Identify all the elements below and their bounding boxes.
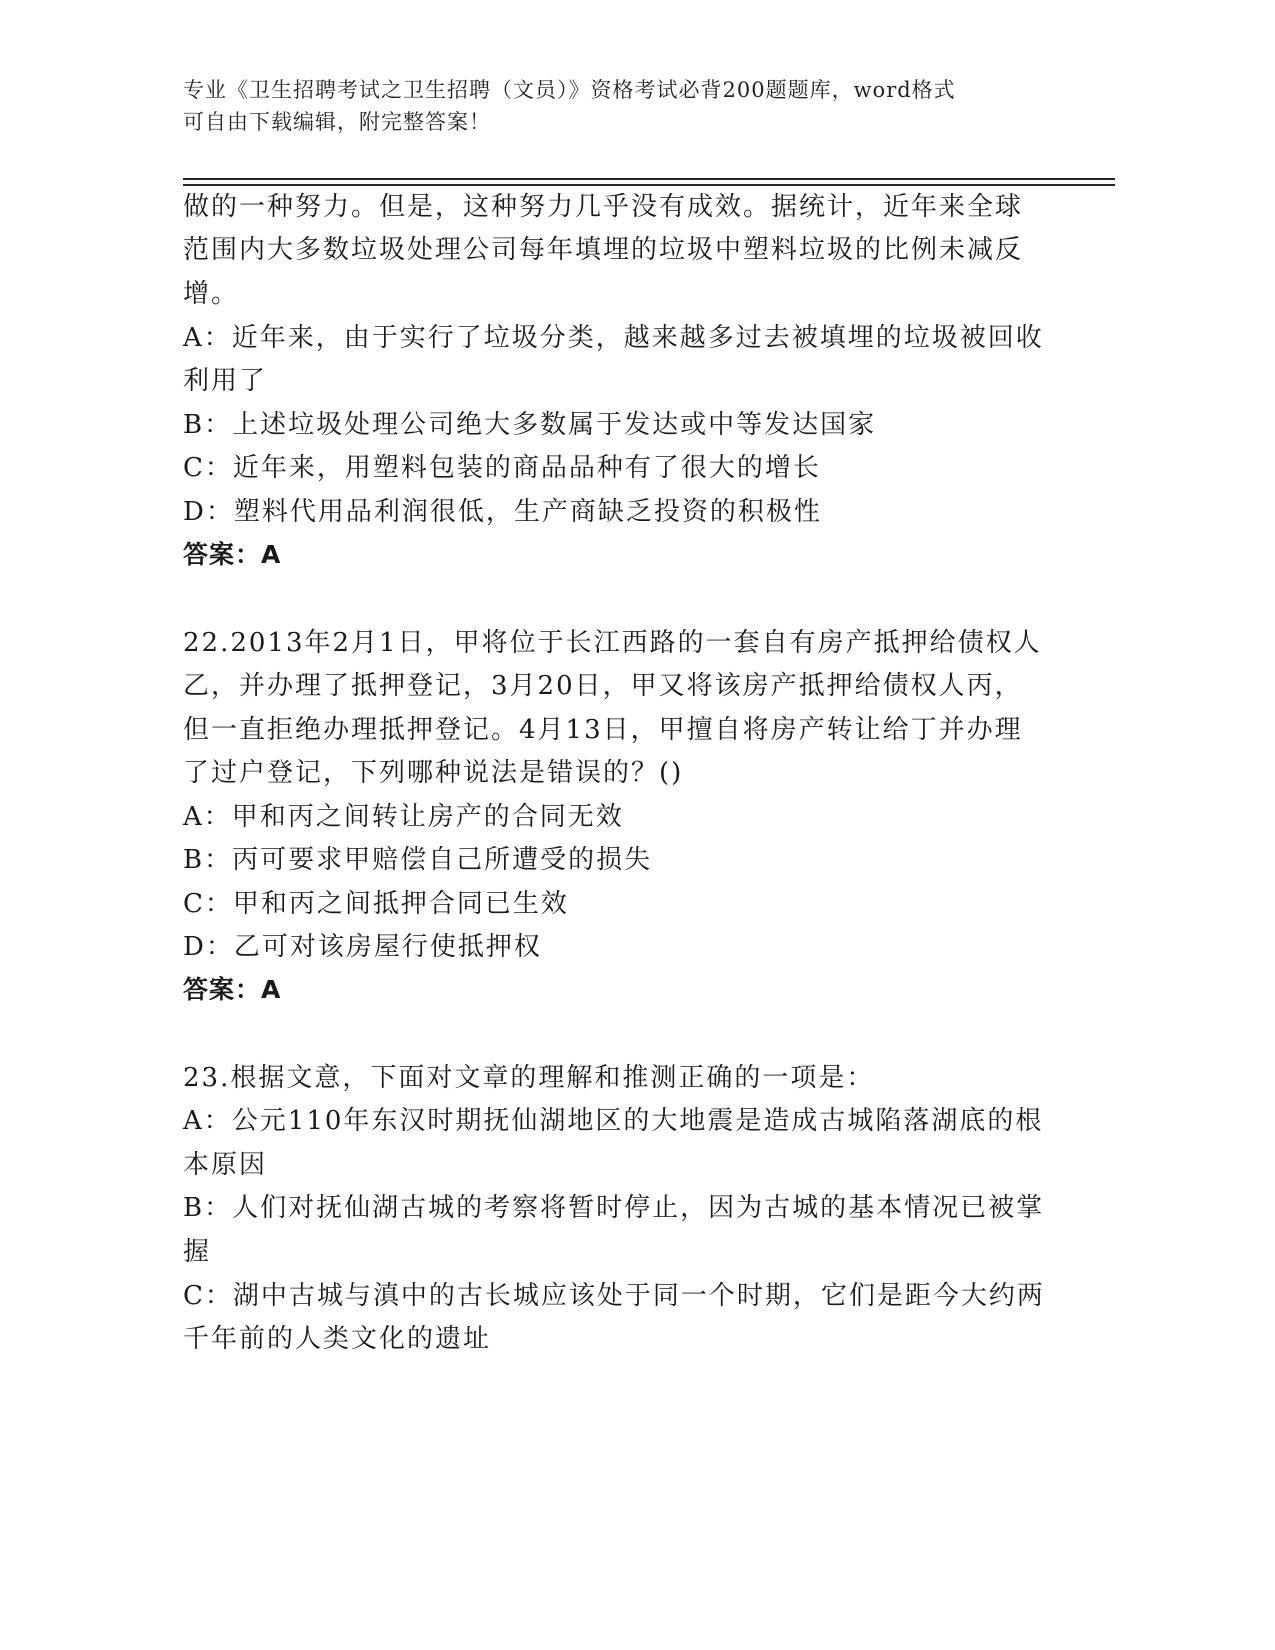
question-22-stem-line-3: 但一直拒绝办理抵押登记。4月13日，甲擅自将房产转让给丁并办理 <box>183 715 1023 745</box>
question-22-option-d: D：乙可对该房屋行使抵押权 <box>183 932 542 962</box>
header-divider-top <box>183 178 1115 180</box>
question-21-stem-line-3: 增。 <box>183 279 240 309</box>
document-header <box>183 74 1083 138</box>
question-21-answer: 答案：A <box>183 540 282 569</box>
question-23-option-b-line-1: B：人们对抚仙湖古城的考察将暂时停止，因为古城的基本情况已被掌 <box>183 1193 1045 1223</box>
question-21-option-d: D：塑料代用品利润很低，生产商缺乏投资的积极性 <box>183 497 822 527</box>
question-21-stem-line-2: 范围内大多数垃圾处理公司每年填埋的垃圾中塑料垃圾的比例未减反 <box>183 235 1024 265</box>
question-22-stem-line-1: 22.2013年2月1日，甲将位于长江西路的一套自有房产抵押给债权人 <box>183 628 1042 658</box>
question-21-stem-line-1: 做的一种努力。但是，这种努力几乎没有成效。据统计，近年来全球 <box>183 192 1024 222</box>
question-23-option-b-line-2: 握 <box>183 1237 212 1267</box>
question-23-option-c-line-1: C：湖中古城与滇中的古长城应该处于同一个时期，它们是距今大约两 <box>183 1281 1045 1311</box>
question-21-option-b: B：上述垃圾处理公司绝大多数属于发达或中等发达国家 <box>183 410 877 440</box>
question-22-stem-line-4: 了过户登记，下列哪种说法是错误的？() <box>183 758 684 788</box>
question-21-option-a-line-2: 利用了 <box>183 366 268 396</box>
question-21-option-c: C：近年来，用塑料包装的商品品种有了很大的增长 <box>183 453 821 483</box>
question-23-stem: 23.根据文意，下面对文章的理解和推测正确的一项是： <box>183 1063 875 1093</box>
question-22-option-b: B：丙可要求甲赔偿自己所遭受的损失 <box>183 845 653 875</box>
question-23-option-c-line-2: 千年前的人类文化的遗址 <box>183 1324 492 1354</box>
question-22-answer: 答案：A <box>183 975 282 1004</box>
header-title-line-1: 专业《卫生招聘考试之卫生招聘（文员）》资格考试必背200题题库，word格式 <box>183 78 956 102</box>
question-22-stem-line-2: 乙，并办理了抵押登记，3月20日，甲又将该房产抵押给债权人丙， <box>183 671 1023 701</box>
question-23-option-a-line-1: A：公元110年东汉时期抚仙湖地区的大地震是造成古城陷落湖底的根 <box>183 1106 1044 1136</box>
question-21-option-a-line-1: A：近年来，由于实行了垃圾分类，越来越多过去被填埋的垃圾被回收 <box>183 323 1044 353</box>
header-title-line-2: 可自由下载编辑，附完整答案！ <box>183 110 491 134</box>
question-22-option-a: A：甲和丙之间转让房产的合同无效 <box>183 802 624 832</box>
question-22-option-c: C：甲和丙之间抵押合同已生效 <box>183 889 569 919</box>
question-23-option-a-line-2: 本原因 <box>183 1150 268 1180</box>
